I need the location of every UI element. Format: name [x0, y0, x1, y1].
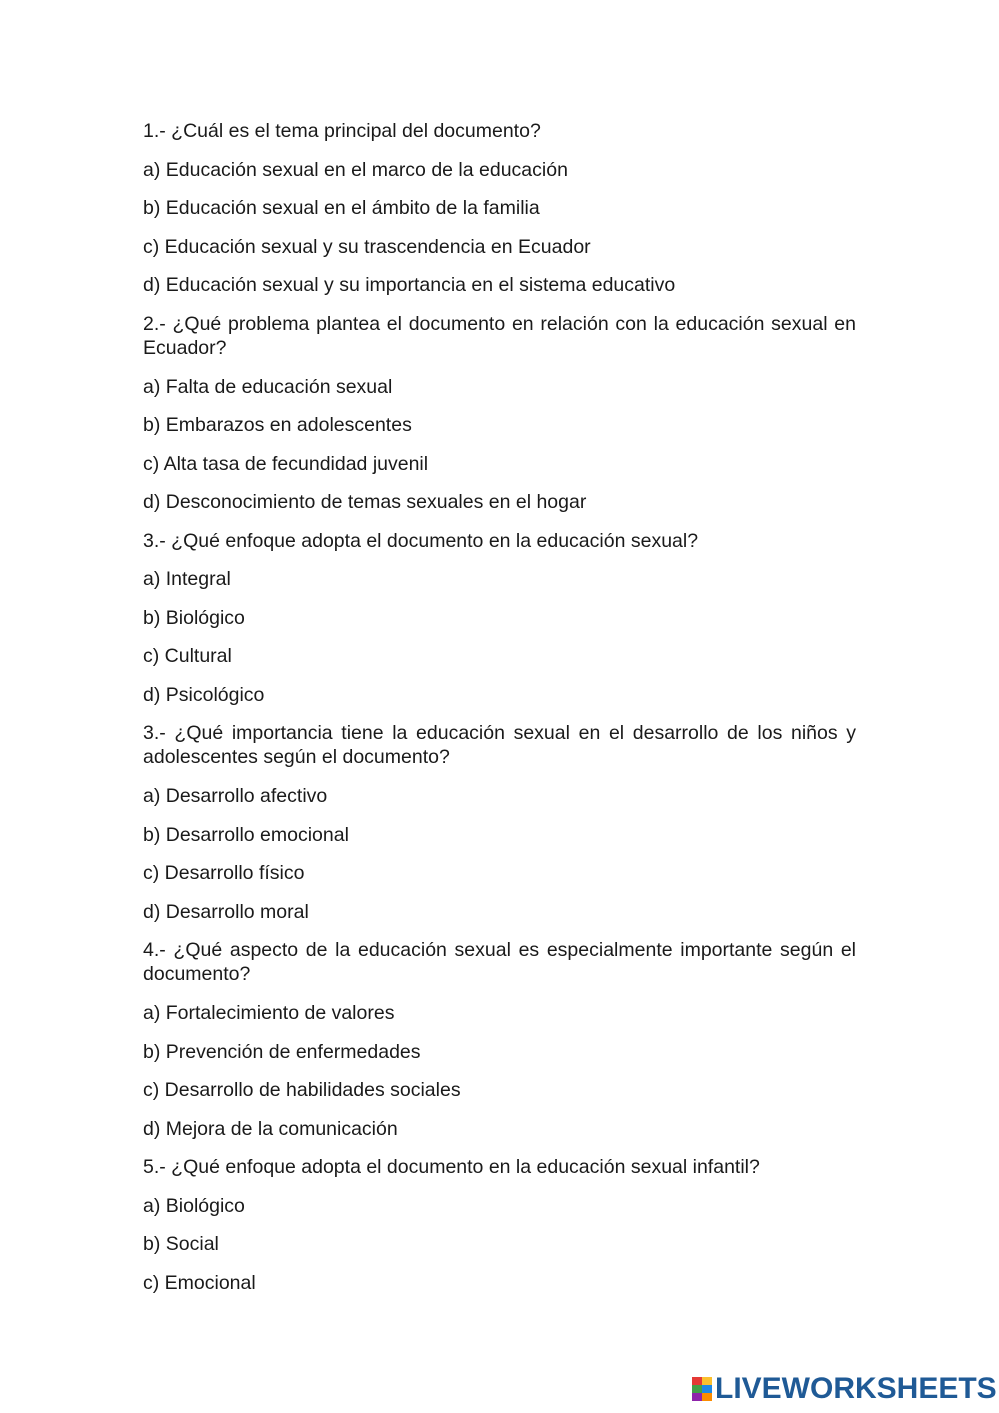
- q4-option-c: c) Desarrollo de habilidades sociales: [143, 1079, 461, 1101]
- q2-option-a: a) Falta de educación sexual: [143, 376, 393, 398]
- logo-mark-tile: [692, 1385, 702, 1393]
- q3b-option-a: a) Desarrollo afectivo: [143, 785, 328, 807]
- q1-option-a: a) Educación sexual en el marco de la educación: [143, 159, 568, 181]
- logo-mark-tile: [702, 1393, 712, 1401]
- liveworksheets-logo: [692, 1373, 997, 1405]
- logo-mark-tile: [702, 1385, 712, 1393]
- logo-mark-tile: [692, 1393, 702, 1401]
- q5-option-c: c) Emocional: [143, 1272, 256, 1294]
- logo-mark-tile: [702, 1377, 712, 1385]
- q2-option-b: b) Embarazos en adolescentes: [143, 414, 412, 436]
- q4-option-b: b) Prevención de enfermedades: [143, 1041, 421, 1063]
- q5-option-a: a) Biológico: [143, 1195, 245, 1217]
- q3b-option-d: d) Desarrollo moral: [143, 901, 309, 923]
- q2-option-d: d) Desconocimiento de temas sexuales en el hogar: [143, 491, 587, 513]
- q3-option-c: c) Cultural: [143, 645, 232, 667]
- q4-option-d: d) Mejora de la comunicación: [143, 1118, 398, 1140]
- question-4: 4.- ¿Qué aspecto de la educación sexual es especialmente importante según el documento?: [143, 939, 856, 985]
- q3-option-a: a) Integral: [143, 568, 231, 590]
- q1-option-b: b) Educación sexual en el ámbito de la familia: [143, 197, 540, 219]
- liveworksheets-brand: LIVEWORKSHEETS: [715, 1372, 997, 1405]
- q2-option-c: c) Alta tasa de fecundidad juvenil: [143, 453, 429, 475]
- question-2: 2.- ¿Qué problema plantea el documento en relación con la educación sexual en Ecuador?: [143, 313, 856, 359]
- q1-option-d: d) Educación sexual y su importancia en el sistema educativo: [143, 274, 676, 296]
- question-3: 3.- ¿Qué enfoque adopta el documento en la educación sexual?: [143, 530, 699, 552]
- q3-option-d: d) Psicológico: [143, 684, 265, 706]
- q3-option-b: b) Biológico: [143, 607, 245, 629]
- q3b-option-b: b) Desarrollo emocional: [143, 824, 349, 846]
- question-5: 5.- ¿Qué enfoque adopta el documento en la educación sexual infantil?: [143, 1156, 760, 1178]
- q1-option-c: c) Educación sexual y su trascendencia en Ecuador: [143, 236, 591, 258]
- logo-mark-tile: [692, 1377, 702, 1385]
- question-1: 1.- ¿Cuál es el tema principal del documento?: [143, 120, 541, 142]
- question-3b: 3.- ¿Qué importancia tiene la educación sexual en el desarrollo de los niños y adolescentes según el documento?: [143, 722, 856, 768]
- q3b-option-c: c) Desarrollo físico: [143, 862, 305, 884]
- q5-option-b: b) Social: [143, 1233, 219, 1255]
- q4-option-a: a) Fortalecimiento de valores: [143, 1002, 395, 1024]
- liveworksheets-mark-icon: [692, 1377, 712, 1401]
